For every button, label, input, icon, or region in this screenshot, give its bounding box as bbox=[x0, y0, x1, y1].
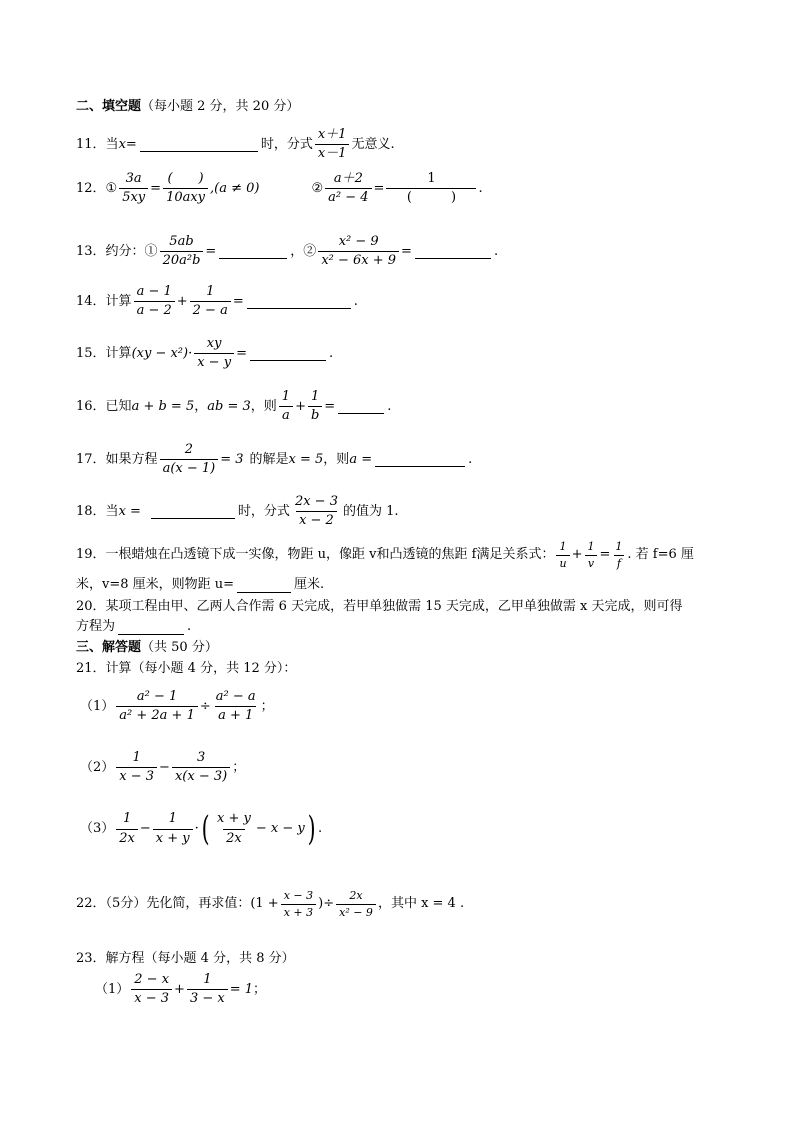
circled-1: ① bbox=[105, 180, 118, 196]
question-19-line-2 bbox=[76, 578, 724, 593]
fraction bbox=[281, 890, 316, 919]
plus: + bbox=[571, 547, 583, 563]
numerator: 1 bbox=[559, 540, 567, 553]
question-15 bbox=[76, 337, 724, 371]
left-paren: ( bbox=[201, 809, 210, 849]
denominator: x + 3 bbox=[281, 904, 316, 919]
variable: x = bbox=[118, 503, 141, 519]
circled-2: ② bbox=[311, 180, 324, 196]
dot: · bbox=[194, 820, 199, 836]
fraction bbox=[153, 812, 193, 846]
numerator: x − 3 bbox=[283, 889, 314, 902]
fraction bbox=[214, 812, 254, 846]
text: ，则 bbox=[323, 451, 350, 467]
numerator: 1 bbox=[281, 389, 291, 404]
fraction bbox=[187, 973, 228, 1007]
expression: − x − y bbox=[255, 820, 305, 836]
part-label: （1） bbox=[80, 698, 115, 714]
numerator: 1 bbox=[206, 284, 215, 299]
question-19 bbox=[76, 541, 724, 570]
semicolon: ； bbox=[253, 981, 267, 997]
denominator: 10axy bbox=[163, 188, 208, 205]
numerator: a² − 1 bbox=[136, 689, 178, 704]
text: ，则 bbox=[250, 398, 277, 414]
part-label: （1） bbox=[95, 981, 130, 997]
separator: ， bbox=[194, 398, 208, 414]
equals: = bbox=[205, 243, 217, 259]
fraction bbox=[556, 541, 569, 570]
answer-blank[interactable] bbox=[375, 452, 465, 467]
text: 19．一根蜡烛在凸透镜下成一实像，物距 u，像距 v和凸透镜的焦距 f满足关系式： bbox=[76, 547, 555, 563]
answer-blank[interactable] bbox=[118, 620, 184, 635]
answer-blank[interactable] bbox=[338, 399, 384, 414]
answer-blank[interactable] bbox=[219, 244, 287, 259]
denominator: x² − 6x + 9 bbox=[318, 251, 399, 268]
solution: x = 5 bbox=[288, 451, 324, 467]
fraction bbox=[116, 812, 138, 846]
text: 22．（5分）先化简，再求值： bbox=[76, 896, 251, 912]
question-number: 14． bbox=[76, 293, 106, 309]
numerator: x² − 9 bbox=[338, 234, 379, 249]
period: . bbox=[468, 451, 473, 467]
equation-rhs: = 1 bbox=[229, 981, 254, 997]
fraction bbox=[190, 285, 231, 319]
fraction bbox=[308, 390, 322, 424]
denominator: 2x bbox=[116, 829, 138, 846]
text: 20．某项工程由甲、乙两人合作需 6 天完成，若甲单独做需 15 天完成，乙甲单独做需 x 天完成，则可得 bbox=[76, 599, 683, 614]
section-title: 三、解答题 bbox=[76, 640, 142, 655]
fraction bbox=[325, 172, 371, 206]
question-number: 17． bbox=[76, 451, 106, 467]
fraction bbox=[119, 172, 148, 206]
question-18 bbox=[76, 495, 724, 529]
question-17 bbox=[76, 443, 724, 477]
denominator: a² + 2a + 1 bbox=[116, 706, 198, 723]
answer-blank[interactable] bbox=[415, 244, 491, 259]
denominator: f bbox=[614, 555, 624, 570]
denominator: a − 2 bbox=[134, 301, 175, 318]
denominator: a bbox=[279, 406, 293, 423]
text: . 若 f=6 厘 bbox=[627, 547, 694, 563]
answer-blank[interactable] bbox=[140, 137, 258, 152]
fraction bbox=[160, 443, 219, 477]
section-note: （每小题 2 分，共 20 分） bbox=[141, 99, 300, 114]
denominator: x² − 9 bbox=[336, 904, 376, 919]
text: ，其中 x = 4 . bbox=[377, 896, 465, 912]
section-note: （共 50 分） bbox=[141, 640, 218, 655]
text: 计算 bbox=[105, 293, 132, 309]
denominator: x − y bbox=[194, 353, 234, 370]
question-number: 15． bbox=[76, 345, 106, 361]
denominator: 20a²b bbox=[160, 251, 204, 268]
plus: + bbox=[176, 293, 188, 309]
fraction bbox=[315, 128, 350, 162]
fraction bbox=[116, 690, 198, 724]
text: 时，分式 bbox=[237, 503, 290, 519]
answer-blank[interactable] bbox=[237, 578, 291, 593]
minus: − bbox=[159, 759, 170, 775]
denominator: a + 1 bbox=[215, 706, 256, 723]
text: 的值为 1. bbox=[342, 503, 399, 519]
fraction bbox=[131, 973, 172, 1007]
question-23-title bbox=[76, 952, 724, 966]
period: . bbox=[187, 619, 192, 635]
text: 当 bbox=[105, 503, 119, 519]
text: 23．解方程（每小题 4 分，共 8 分） bbox=[76, 951, 295, 966]
period: . bbox=[478, 180, 483, 196]
numerator-blank[interactable]: ( ) bbox=[167, 171, 204, 186]
denominator: x − 3 bbox=[131, 989, 172, 1006]
numerator: 1 bbox=[427, 171, 436, 186]
plus: + bbox=[295, 398, 306, 414]
section-2-header bbox=[76, 100, 724, 114]
fraction bbox=[292, 495, 341, 529]
denominator: 5xy bbox=[119, 188, 148, 205]
fraction bbox=[116, 751, 157, 785]
fraction bbox=[194, 337, 234, 371]
text: 厘米. bbox=[294, 577, 325, 593]
text: 约分：① bbox=[105, 243, 158, 259]
period: . bbox=[493, 243, 499, 259]
question-21-part-2 bbox=[80, 751, 724, 785]
text: 无意义. bbox=[351, 136, 395, 152]
numerator: 3 bbox=[196, 750, 206, 765]
question-21-part-1 bbox=[80, 690, 724, 724]
equals: = bbox=[599, 547, 611, 563]
fraction bbox=[172, 751, 230, 785]
section-title: 二、填空题 bbox=[76, 99, 142, 114]
equals: = bbox=[324, 398, 336, 414]
numerator: a − 1 bbox=[136, 284, 172, 299]
semicolon: ； bbox=[232, 759, 246, 775]
fraction bbox=[279, 390, 293, 424]
fraction bbox=[213, 690, 259, 724]
text: 21．计算（每小题 4 分，共 12 分）： bbox=[76, 661, 297, 676]
close-paren: ) bbox=[318, 896, 324, 912]
divide: ÷ bbox=[323, 896, 335, 912]
equals: = bbox=[232, 293, 244, 309]
fraction bbox=[163, 172, 208, 206]
numerator: 2x − 3 bbox=[294, 494, 338, 509]
fraction bbox=[386, 172, 476, 206]
question-16 bbox=[76, 390, 724, 424]
numerator: a² − a bbox=[215, 689, 256, 704]
text: ，② bbox=[290, 243, 317, 259]
period: . bbox=[387, 398, 392, 414]
denominator: x − 3 bbox=[116, 767, 157, 784]
question-11 bbox=[76, 128, 724, 162]
text: 米，v=8 厘米，则物距 u= bbox=[76, 577, 235, 593]
equals: = bbox=[373, 180, 385, 196]
question-20 bbox=[76, 600, 724, 614]
numerator: x＋1 bbox=[317, 127, 347, 142]
numerator: 1 bbox=[122, 811, 132, 827]
numerator: 1 bbox=[587, 540, 595, 553]
numerator: x + y bbox=[217, 811, 251, 827]
plus: + bbox=[174, 981, 185, 997]
question-number: 11． bbox=[76, 136, 106, 152]
denominator: x − 2 bbox=[296, 511, 337, 528]
numerator: 1 bbox=[615, 540, 623, 553]
fraction bbox=[160, 235, 204, 269]
question-number: 16． bbox=[76, 398, 106, 414]
answer-blank[interactable] bbox=[151, 504, 235, 519]
expression: (xy − x²)· bbox=[131, 345, 193, 361]
variable: x bbox=[118, 136, 126, 152]
numerator: 1 bbox=[203, 972, 212, 987]
text: 如果方程 bbox=[105, 451, 158, 467]
fraction bbox=[336, 890, 376, 919]
answer-blank[interactable] bbox=[247, 294, 351, 309]
open-expr: (1 + bbox=[250, 896, 279, 912]
numerator: 1 bbox=[168, 811, 177, 827]
numerator: 2 − x bbox=[134, 972, 170, 987]
question-22 bbox=[76, 890, 724, 919]
right-paren: ) bbox=[307, 809, 316, 849]
variable-a: a = bbox=[349, 451, 373, 467]
equals: = bbox=[236, 345, 247, 361]
numerator: 1 bbox=[132, 750, 141, 765]
section-3-header bbox=[76, 641, 724, 655]
question-21-part-3 bbox=[80, 809, 724, 849]
denominator: 2 − a bbox=[190, 301, 231, 318]
equation-rhs: = 3 bbox=[220, 451, 244, 467]
text: 计算 bbox=[105, 345, 132, 361]
text: 方程为 bbox=[76, 619, 116, 635]
text: 已知 bbox=[105, 398, 132, 414]
numerator: xy bbox=[206, 336, 222, 351]
equals: = bbox=[125, 136, 137, 152]
text: 当 bbox=[105, 136, 119, 152]
equals: = bbox=[150, 180, 162, 196]
denominator: a(x − 1) bbox=[160, 459, 219, 476]
denominator: x + y bbox=[153, 829, 193, 846]
denominator: 3 − x bbox=[187, 989, 228, 1006]
fraction bbox=[612, 541, 625, 570]
numerator: 2x bbox=[349, 889, 363, 902]
denominator: a² − 4 bbox=[325, 188, 371, 205]
part-label: （2） bbox=[80, 759, 115, 775]
question-23-part-1 bbox=[95, 973, 724, 1007]
fraction bbox=[318, 235, 399, 269]
divide: ÷ bbox=[199, 698, 211, 714]
period: . bbox=[318, 820, 323, 836]
period: . bbox=[353, 293, 358, 309]
semicolon: ； bbox=[260, 698, 274, 714]
denominator-blank[interactable]: ( ) bbox=[386, 188, 476, 205]
condition-1: a + b = 5 bbox=[131, 398, 195, 414]
denominator: u bbox=[556, 555, 569, 570]
numerator: 2 bbox=[184, 442, 194, 457]
fraction bbox=[584, 541, 597, 570]
text: 时，分式 bbox=[260, 136, 313, 152]
denominator: v bbox=[585, 555, 597, 570]
question-21-title bbox=[76, 662, 724, 676]
question-12 bbox=[76, 172, 724, 206]
denominator: x(x − 3) bbox=[172, 767, 230, 784]
answer-blank[interactable] bbox=[250, 346, 326, 361]
part-label: （3） bbox=[80, 820, 115, 836]
question-number: 12． bbox=[76, 180, 106, 196]
numerator: 1 bbox=[310, 389, 320, 404]
condition: ,(a ≠ 0) bbox=[210, 180, 260, 196]
numerator: a＋2 bbox=[333, 171, 363, 186]
period: . bbox=[328, 345, 334, 361]
text: 的解是 bbox=[249, 451, 289, 467]
minus: − bbox=[139, 820, 151, 836]
denominator: 2x bbox=[223, 829, 245, 846]
numerator: 5ab bbox=[169, 234, 194, 249]
question-20-line-2 bbox=[76, 620, 724, 635]
question-number: 18． bbox=[76, 503, 106, 519]
denominator: x－1 bbox=[315, 144, 350, 161]
equals: = bbox=[401, 243, 412, 259]
question-14 bbox=[76, 285, 724, 319]
question-number: 13． bbox=[76, 243, 106, 259]
condition-2: ab = 3 bbox=[207, 398, 251, 414]
fraction bbox=[134, 285, 175, 319]
question-13 bbox=[76, 235, 724, 269]
numerator: 3a bbox=[125, 171, 142, 186]
denominator: b bbox=[308, 406, 322, 423]
